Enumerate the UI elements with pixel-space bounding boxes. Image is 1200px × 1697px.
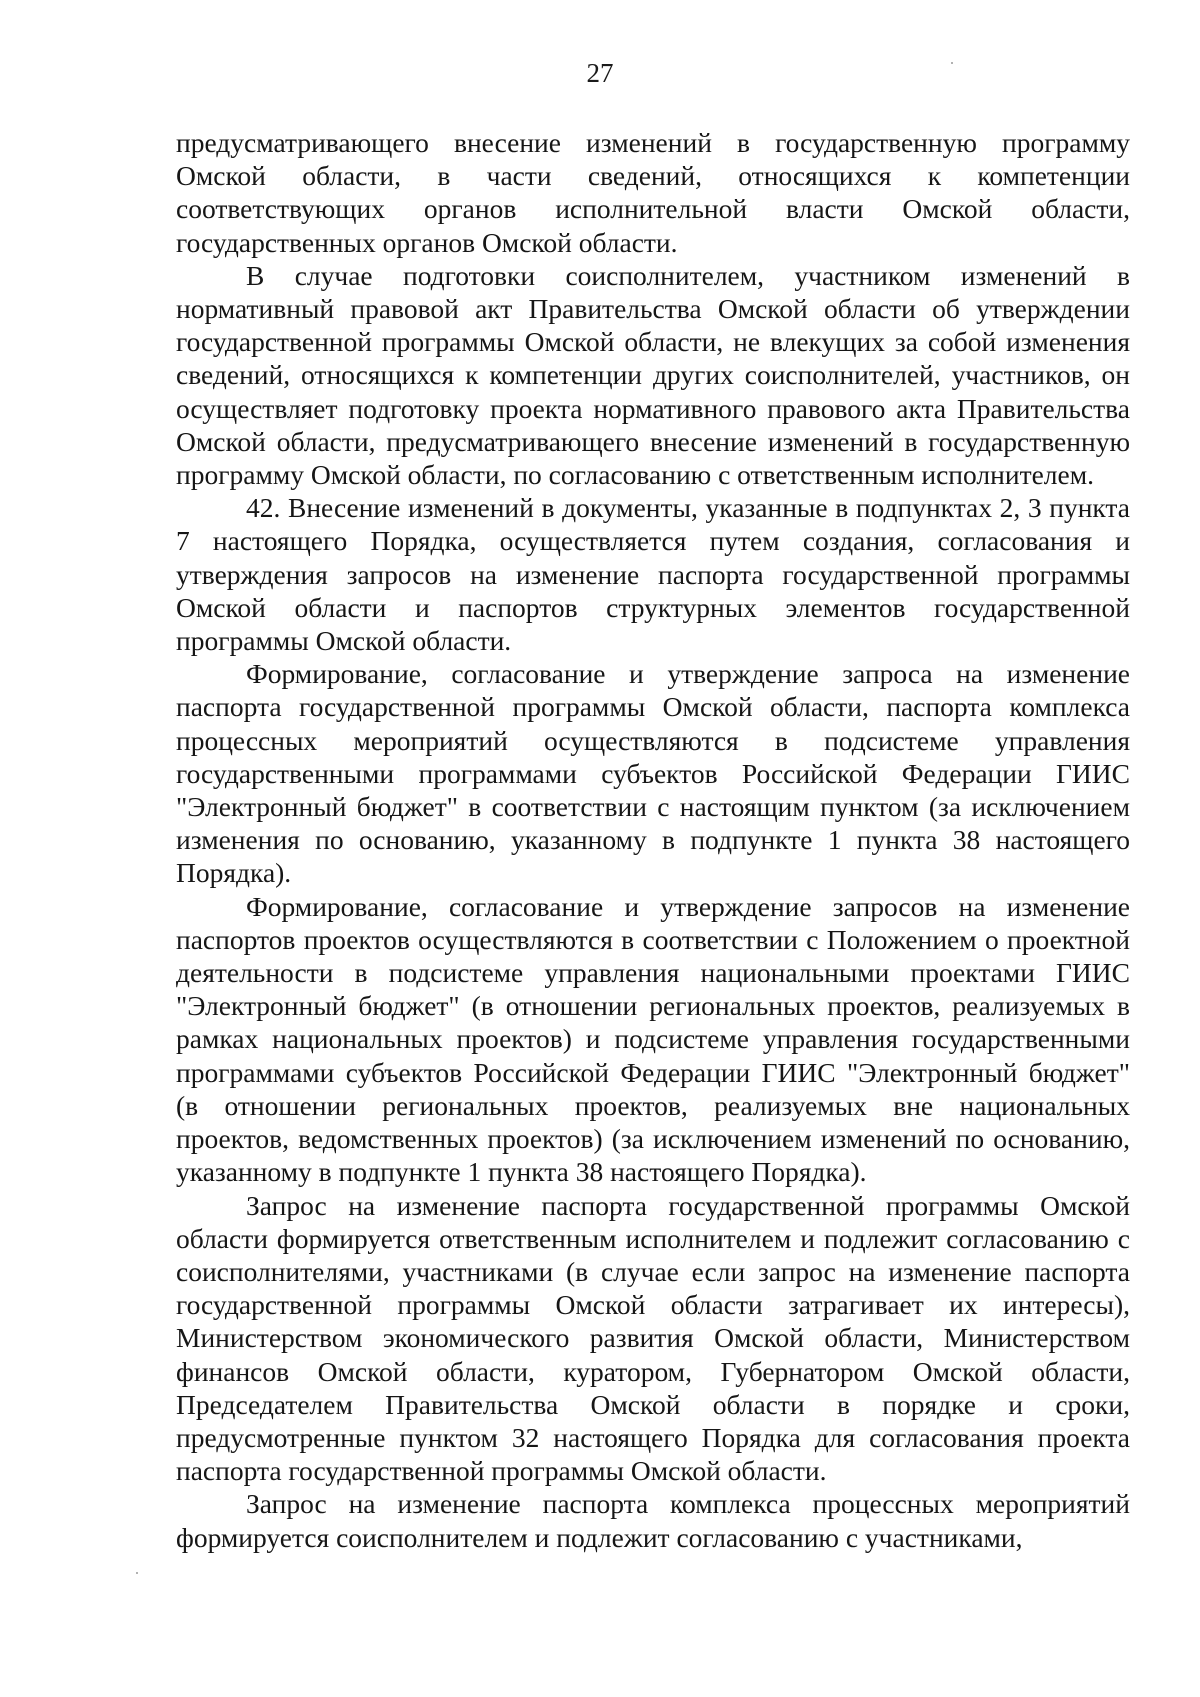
scan-speck — [951, 62, 953, 64]
paragraph-last: Запрос на изменение паспорта комплекса процессных мероприятий формируется соисполнителем и подлежит согласованию с участниками, — [176, 1488, 1130, 1553]
paragraph-item-42: 42. Внесение изменений в документы, указанные в подпунктах 2, 3 пункта 7 настоящего Порядка, осуществляется путем создания, согласования и утверждения запросов на изменение паспорта государственной программы Омской области и паспортов структурных элементов государственной программы Омской области. — [176, 492, 1130, 657]
paragraph-continuation: предусматривающего внесение изменений в государственную программу Омской области, в части сведений, относящихся к компетенции соответствующих органов исполнительной власти Омской области, государственных органов Омской области. — [176, 127, 1130, 258]
page-number: 27 — [586, 58, 614, 88]
paragraph: В случае подготовки соисполнителем, участником изменений в нормативный правовой акт Правительства Омской области об утверждении государственной программы Омской области, не влекущих за собой изменения сведений, относящихся к компетенции других соисполнителей, участников, он осуществляет подготовку проекта нормативного правового акта Правительства Омской области, предусматривающего внесение изменений в государственную программу Омской области, по согласованию с ответственным исполнителем. — [176, 259, 1130, 491]
paragraph: Формирование, согласование и утверждение запросов на изменение паспортов проектов осуществляются в соответствии с Положением о проектной деятельности в подсистеме управления национальными проектами ГИИС "Электронный бюджет" (в отношении региональных проектов, реализуемых в рамках национальных проектов) и подсистеме управления государственными программами субъектов Российской Федерации ГИИС "Электронный бюджет" (в отношении региональных проектов, реализуемых вне национальных проектов, ведомственных проектов) (за исключением изменений по основанию, указанному в подпункте 1 пункта 38 настоящего Порядка). — [176, 890, 1130, 1188]
scan-speck — [136, 1572, 138, 1574]
paragraph: Формирование, согласование и утверждение запроса на изменение паспорта государственной программы Омской области, паспорта комплекса процессных мероприятий осуществляются в подсистеме управления государственными программами субъектов Российской Федерации ГИИС "Электронный бюджет" в соответствии с настоящим пунктом (за исключением изменения по основанию, указанному в подпункте 1 пункта 38 настоящего Порядка). — [176, 658, 1130, 889]
paragraph: Запрос на изменение паспорта государственной программы Омской области формируется ответственным исполнителем и подлежит согласованию с соисполнителями, участниками (в случае если запрос на изменение паспорта государственной программы Омской области затрагивает их интересы), Министерством экономического развития Омской области, Министерством финансов Омской области, куратором, Губернатором Омской области, Председателем Правительства Омской области в порядке и сроки, предусмотренные пунктом 32 настоящего Порядка для согласования проекта паспорта государственной программы Омской области. — [176, 1189, 1130, 1487]
document-body — [176, 126, 1130, 1554]
